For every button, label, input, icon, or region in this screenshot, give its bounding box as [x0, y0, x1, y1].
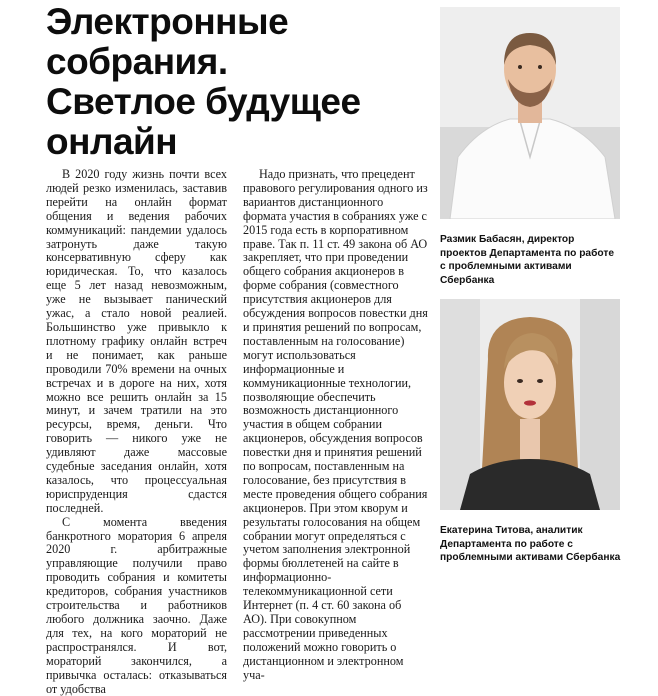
- paragraph: Надо признать, что прецедент правового регулирования одного из вариантов дистанционного формата участия в собраниях уже с 2015 года есть в корпоративном праве. Так п. 11 ст. 49 закона об АО закрепляет, что при проведении общего собрания акционеров в форме собрания (совместного присутствия акционеров для обсуждения вопросов повестки дня и принятия решений по вопросам, поставленным на голосование) могут использоваться информационные и коммуникационные технологии, позволяющие обеспечить возможность дистанционного участия в общем собрании акционеров, обсуждения вопросов повестки дня и принятия решений по вопросам, поставленным на голосование, без присутствия в месте проведения общего собрания акционеров. При этом кворум и результаты голосования на общем собрании могут определяться с учетом заполнения электронной формы бюллетеней на сайте в информационно-телекоммуникационной сети Интернет (п. 4 ст. 60 закона об АО). При совокупном рассмотрении приведенных положений можно говорить о дистанционном и электронном уча-: [243, 167, 428, 682]
- photo-caption-1: [440, 233, 630, 287]
- caption-line: Екатерина Титова, аналитик: [440, 525, 583, 536]
- man-portrait-illustration: [440, 7, 620, 219]
- caption-line: с проблемными активами: [440, 261, 572, 272]
- photo-caption-2: [440, 524, 630, 565]
- portrait-photo-ekaterina-titova: [440, 299, 620, 510]
- paragraph: В 2020 году жизнь почти всех людей резко изменилась, заставив перейти на онлайн формат общения и ведения рабочих коммуникаций: пандемии удалось затронуть даже такую консервативную сферу как юридическая. То, что казалось еще 5 лет назад невозможным, уже не вызывает панический ужас, а стало новой реалией. Большинство уже привыкло к плотному графику онлайн встреч и не понимает, как раньше проводили 70% времени на очных встречах и в дороге на них, хотя можно все решить онлайн за 15 минут, и зачем тратили на это ресурсы, время, деньги. Что говорить — никого уже не удивляют даже массовые судебные заседания онлайн, хотя казалось, что процессуальная юриспруденция сдастся последней.: [46, 167, 227, 515]
- article-headline: [46, 2, 426, 162]
- caption-line: проблемными активами Сбербанка: [440, 552, 621, 563]
- caption-line: Сбербанка: [440, 274, 495, 286]
- caption-line: Размик Бабасян, директор: [440, 234, 575, 245]
- caption-line: Департамента по работе с: [440, 538, 573, 550]
- headline-line-3: онлайн: [46, 121, 178, 162]
- article-column-1: [46, 168, 227, 696]
- paragraph: С момента введения банкротного моратория 6 апреля 2020 г. арбитражные управляющие получили право проводить собрания и комитеты кредиторов, собрания участников строительства и работников любого должника заочно. Даже для тех, на кого мораторий не распространялся. И вот, мораторий закончился, а привычка осталась: отказываться от удобства: [46, 514, 227, 696]
- woman-portrait-illustration: [440, 299, 620, 510]
- article-column-2: [243, 168, 428, 683]
- portrait-photo-razmik-babasyan: [440, 7, 620, 219]
- caption-line: проектов Департамента по работе: [440, 247, 614, 259]
- headline-line-2: Светлое будущее: [46, 81, 361, 122]
- headline-line-1: Электронные собрания.: [46, 1, 289, 82]
